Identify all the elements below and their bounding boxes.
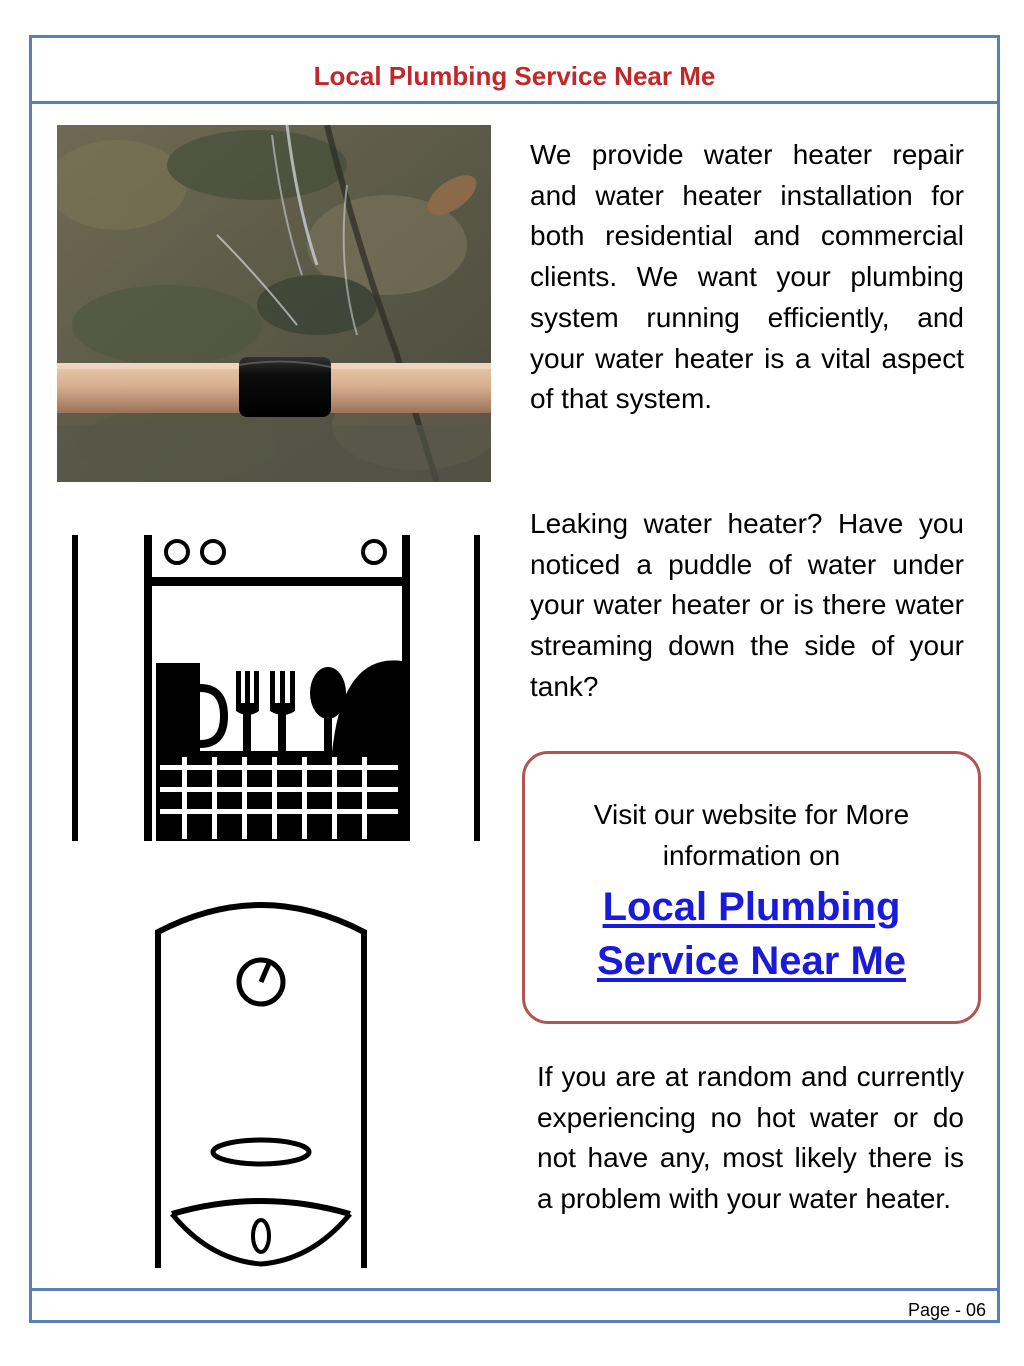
page-title: Local Plumbing Service Near Me (313, 61, 716, 91)
website-callout (522, 751, 981, 1024)
service-paragraph: We provide water heater repair and water heater installation for both residential and commercial clients. We want your plumbing system running efficiently, and your water heater is a vital aspect of that system. (530, 139, 964, 415)
dishwasher-icon (70, 533, 482, 843)
website-link-line[interactable]: Service Near Me (596, 939, 907, 983)
page-number: Page - 06 (907, 1300, 986, 1320)
taped-pipe-leak-photo (57, 125, 491, 482)
callout-intro (525, 794, 978, 876)
footer-divider (29, 1288, 1000, 1291)
no-hot-water-paragraph: If you are at random and currently experiencing no hot water or do not have any, most likely there is a problem with your water heater. (537, 1061, 964, 1215)
water-heater-icon (150, 888, 372, 1270)
website-link-line[interactable]: Local Plumbing (602, 885, 901, 929)
callout-intro-line: Visit our website for More (593, 799, 910, 830)
website-link[interactable] (525, 880, 978, 988)
callout-intro-line: information on (662, 840, 841, 871)
leak-question-paragraph: Leaking water heater? Have you noticed a puddle of water under your water heater or is there water streaming down the side of your tank? (530, 508, 964, 702)
